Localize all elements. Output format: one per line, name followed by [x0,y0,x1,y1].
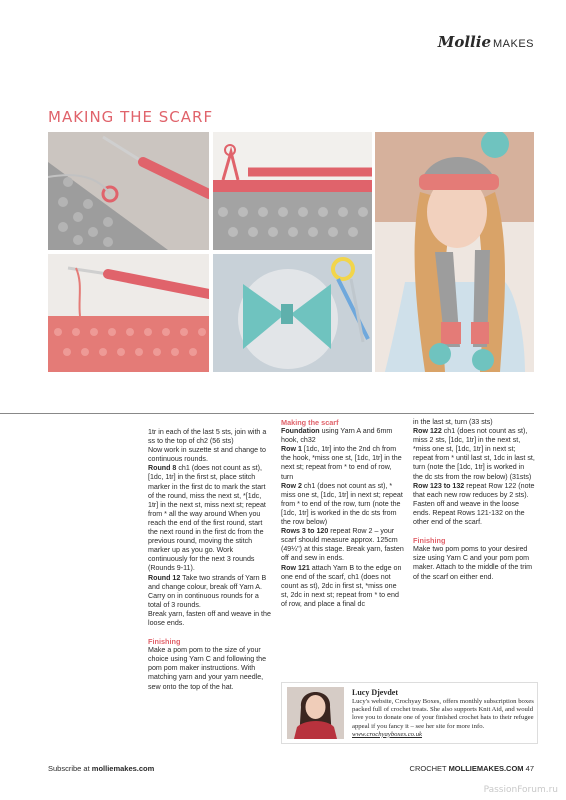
photo-step-3 [48,254,209,372]
instruction-label: Rows 3 to 120 [281,527,329,536]
designer-avatar [287,687,344,739]
instruction-label: Foundation [281,427,320,436]
designer-name: Lucy Djevdet [352,688,398,697]
instruction-para [281,564,404,609]
column-scarf [281,418,404,609]
instruction-text: ch1 (does not count as st), miss 2 sts, [1dc, 1tr] in the next st, *miss one st, [1dc, 1tr] in next st; repeat from * until last st, 1dc in last st, turn (note the [1dc, 1tr] is worked in the dc sts from the row below) (31sts) [413,427,535,481]
instruction-label: Row 121 [281,563,310,572]
instruction-para [413,418,536,427]
instruction-para [281,445,404,481]
instruction-text: in the last st, turn (33 sts) [413,418,493,426]
instruction-text: Fasten off and weave in the loose ends. Repeat Rows 121-132 on the other end of the scarf. [413,499,525,527]
instruction-text: Take two strands of Yarn B and change colour, break off Yarn A. Carry on in continuous rounds for a total of 3 rounds. [148,573,267,609]
text-para: Now work in suzette st and change to continuous rounds. [148,446,266,464]
instruction-text: repeat Row 2 – your scarf should measure approx. 125cm (49¼") at this stage. Break yarn, fasten off and sew in ends. [281,527,404,563]
scarf-heading: Making the scarf [281,418,339,427]
column-hat-continued [148,428,271,692]
footer-subscribe-prefix: Subscribe at [48,764,92,773]
instruction-text: ch1 (does not count as st), [1dc, 1tr] in the first st, place stitch marker in the first dc to mark the start of the round, miss the next st, *[1dc, 1tr] in the next st, miss next st; repeat from * all the way around When you reach the end of the first round, start the next round in the first dc from the previous round, moving the stitch marker up as you go. Work continuously for the next 3 rounds (Rounds 9-11). [148,464,266,573]
logo-caps: MAKES [492,38,534,50]
instruction-label: Round 8 [148,464,177,473]
instruction-text: repeat Row 122 (note that each new row reduces by 2 sts). [413,481,535,499]
photo-pompom-maker [213,254,372,372]
designer-website-link[interactable]: www.crochyayboxes.co.uk [352,730,423,738]
text-para: 1tr in each of the last 5 sts, join with a ss to the top of ch2 (56 sts) [148,428,267,446]
instruction-text: using Yarn A and 6mm hook, ch32 [281,427,393,445]
designer-description [352,698,534,739]
finishing-text: Make two pom poms to your desired size using Yarn C and your pom pom maker. Attach to the middle of the trim of the scarf on either end. [413,545,533,581]
footer-subscribe [48,764,154,773]
instruction-label: Row 122 [413,427,442,436]
footer-section [410,764,534,773]
designer-bio [281,682,538,744]
magazine-logo [438,33,534,51]
instruction-text: [1dc, 1tr] into the 2nd ch from the hook, *miss one st, [1dc, 1tr] in the next st; repeat from * to end of row, turn [281,445,402,481]
instruction-label: Row 123 to 132 [413,481,465,490]
finishing-heading: Finishing [148,637,181,647]
finishing-text: Make a pom pom to the size of your choice using Yarn C and following the pom pom maker instructions. With matching yarn and your yarn needle, sew onto the top of the hat. [148,646,267,691]
instruction-text: attach Yarn B to the edge on one end of the scarf, ch1 (does not count as st), 2dc in first st, *miss one st, 2dc in next st; repeat from * to end of row, and place a final dc [281,563,402,608]
footer-site: MOLLIEMAKES.COM [448,764,524,773]
instruction-para [281,427,404,445]
instruction-para [281,527,404,563]
instruction-para [413,500,536,527]
logo-script: Mollie [437,33,491,51]
bio-text: Lucy's website, Crochyay Boxes, offers monthly subscription boxes packed full of crochet treats. She also supports Knit Aid, and would love you to donate one of your finished crochet hats to their refugee appeal if you fancy it – see her site for more info. [352,698,534,730]
photo-model [375,132,534,372]
instruction-label: Round 12 [148,573,181,582]
watermark: PassionForum.ru [483,785,558,795]
photo-step-1 [48,132,209,250]
instruction-label: Row 1 [281,445,302,454]
instruction-para [413,427,536,482]
page-number: 47 [525,764,534,773]
section-title: MAKING THE SCARF [48,108,214,126]
instruction-text: ch1 (does not count as st), * miss one st, [1dc, 1tr] in next st; repeat from * to end of the row, turn (note the [1dc, 1tr] is worked in the dc sts from the row below) [281,481,403,527]
finishing-heading: Finishing [413,536,446,546]
column-scarf-continued [413,418,536,582]
instruction-para [281,482,404,527]
instruction-label: Row 2 [281,481,302,490]
footer-section-label: CROCHET [409,764,449,773]
instruction-para [148,574,271,610]
section-divider [0,413,534,414]
instruction-para [413,482,536,500]
photo-step-2 [213,132,372,250]
text-para: Break yarn, fasten off and weave in the loose ends. [148,609,271,627]
footer-subscribe-link[interactable]: molliemakes.com [91,764,155,773]
instruction-para [148,464,271,573]
